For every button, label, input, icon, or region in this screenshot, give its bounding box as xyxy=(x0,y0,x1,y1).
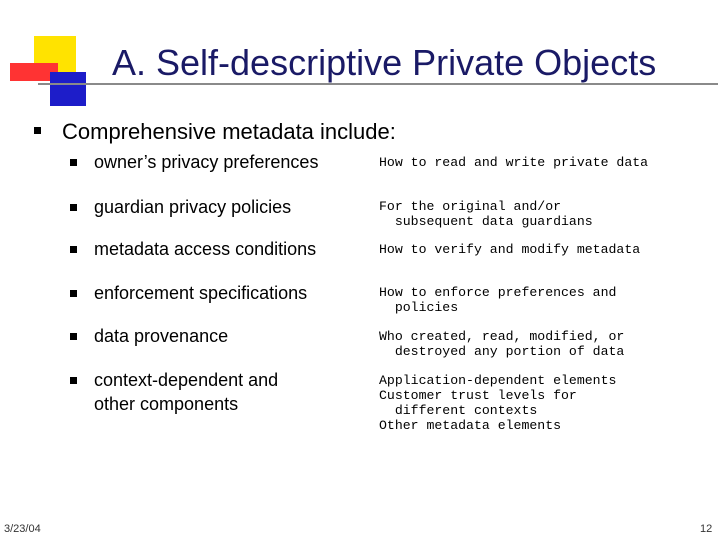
item-description: Application-dependent elements Customer trust levels for different contexts Other metadata elements xyxy=(379,373,617,433)
decor-blue-square xyxy=(50,72,86,106)
bullet-square-icon xyxy=(34,127,41,134)
bullet-square-icon xyxy=(70,290,77,297)
item-label: data provenance xyxy=(94,326,229,346)
item-description: How to read and write private data xyxy=(379,155,649,170)
footer-date: 3/23/04 xyxy=(4,523,41,535)
main-bullet-text: Comprehensive metadata include: xyxy=(62,119,396,144)
bullet-square-icon xyxy=(70,333,77,340)
item-description: How to verify and modify metadata xyxy=(379,242,641,257)
item-description: Who created, read, modified, or destroyed any portion of data xyxy=(379,329,625,359)
bullet-square-icon xyxy=(70,159,77,166)
bullet-square-icon xyxy=(70,204,77,211)
item-label: metadata access conditions xyxy=(94,239,317,259)
item-description: For the original and/or subsequent data guardians xyxy=(379,199,593,229)
item-label: guardian privacy policies xyxy=(94,197,292,217)
item-label: context-dependent and other components xyxy=(94,370,279,414)
item-label: owner’s privacy preferences xyxy=(94,152,319,172)
slide-title: A. Self-descriptive Private Objects xyxy=(112,42,657,83)
item-description: How to enforce preferences and policies xyxy=(379,285,617,315)
item-label: enforcement specifications xyxy=(94,283,308,303)
bullet-square-icon xyxy=(70,377,77,384)
page-number: 12 xyxy=(700,523,713,535)
bullet-square-icon xyxy=(70,246,77,253)
